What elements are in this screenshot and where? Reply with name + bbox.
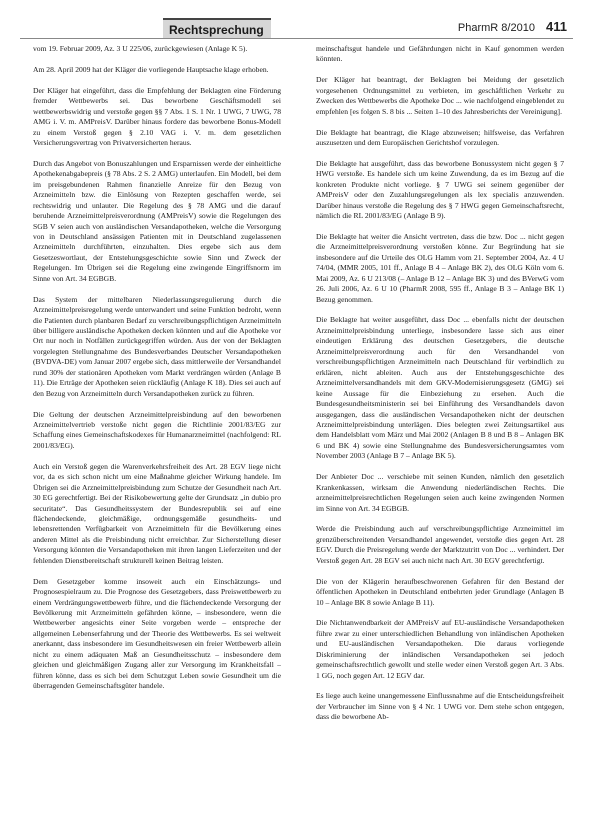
paragraph: Die Beklagte hat weiter ausgeführt, dass Doc ... ebenfalls nicht der deutschen Arzneimittelpreisbindung unterliege, insbesondere lasse sich aus einer eindeutigen Erklärung des deutschen Gesetzgebers, die deutsche Arzneimittelpreisverordnung auch für den Versandhandel von verschreibungspflichtigen Arzneimitteln nach Deutschland für verbindlich zu erklären, nicht ableiten. Auch aus der Entstehungsgeschichte des Arzneimittelversandhandels mit dem GKV-Modernisierungsgesetz (GMG) sei keine Aussage für die Einbeziehung zu ersehen. Auch die Bundesgesundheitsministerin sei bei Einführung des Versandhandels davon ausgegangen, dass die ausländischen Versandapotheken nicht der deutschen Arzneimittelpreisbindung unterlägen. Dies belegten zwei Zeitungsartikel aus dem Handelsblatt vom März und Mai 2002 (Anlagen B 8 und B 8 – Anlagen BK 6 und BK 4) sowie eine Stellungnahme des Bundesversicherungsamtes vom November 2003 (Anlage B 7 – Anlage BK 5). — [316, 315, 564, 461]
section-label: Rechtsprechung — [163, 18, 271, 38]
left-column — [33, 44, 281, 817]
paragraph: Die Beklagte hat weiter die Ansicht vertreten, dass die bzw. Doc ... nicht gegen die Arzneimittelpreisverordnung verstoßen könne. Zur Begründung hat sie insbesondere auf die Urteile des OLG Hamm vom 21. September 2004, Az. 4 U 74/04, (MMR 2005, 101 ff., Anlage B 4 – Anlage BK 2), des OLG Köln vom 6. Mai 2009, Az. 6 U 213/08 (– Anlage B 12 – Anlage BK 3) und des BVerwG vom 26. Juli 2006, Az. 6 U 10 (PharmR 2008, 595 ff., Anlage B 3 – Anlage BK 1) Bezug genommen. — [316, 231, 564, 304]
paragraph: Die Beklagte hat beantragt, die Klage abzuweisen; hilfsweise, das Verfahren auszusetzen und dem Europäischen Gerichtshof vorzulegen. — [316, 127, 564, 147]
paragraph: Auch ein Verstoß gegen die Warenverkehrsfreiheit des Art. 28 EGV liege nicht vor, da es sich schon nicht um eine Maßnahme gleicher Wirkung handele. Im Übrigen sei die Arzneimittelpreisbindung zum Schutze der Gesundheit nach Art. 30 EG gerechtfertigt. Bei der Risikobewertung gelte der Grundsatz „in dubio pro securitate“. Das Gesundheitssystem der Bundesrepublik sei auf eine flächendeckende, gleichmäßige, ordnungsgemäße gesundheits- und lebensrettenden Verfügbarkeit von Arzneimitteln für die Bevölkerung eines anderen Mittel als die Preisbindung nicht erreichbar. Zur Sicherstellung dieser Versorgung könnten die Versandapotheken mit ihren langen Lieferzeiten und der fehlenden Dienstbereitschaft strukturell keinen Beitrag leisten. — [33, 461, 281, 565]
paragraph: Der Kläger hat beantragt, der Beklagten bei Meidung der gesetzlich vorgesehenen Ordnungsmittel zu verbieten, im geschäftlichen Verkehr zu Zwecken des Wettbewerbs die Apotheke Doc ... wie nachfolgend eingeblendet zu empfehlen [es folgen S. 8 bis ... Seiten 1–10 des Jahresberichts der Vereinigung]. — [316, 75, 564, 116]
paragraph: Der Kläger hat eingeführt, dass die Empfehlung der Beklagten eine Förderung fremder Wettbewerbs sei. Das beworbene Geschäftsmodell sei wettbewerbswidrig und verstoße gegen §§ 7 Abs. 1 S. 1 Nr. 1 UWG, 7 UWG, 78 AMG i. V. m. AMPreisV. Darüber hinaus fordere das beworbene Bonus-Modell zu einem Verstoß gegen § 2.10 VAG i. V. m. dem gesetzlichen Versicherungsvertrag von Privatversicherten heraus. — [33, 85, 281, 147]
paragraph: meinschaftsgut handele und Gefährdungen nicht in Kauf genommen werden könnten. — [316, 44, 564, 64]
journal-reference — [458, 19, 567, 34]
paragraph: Durch das Angebot von Bonuszahlungen und Ersparnissen werde der einheitliche Apothekenabgabepreis (§ 78 Abs. 2 S. 2 AMG) unterlaufen. Ein Modell, bei dem im preisgebundenen Rahmen finanzielle Anreize für den Bezug von Arzneimitteln bzw. die Einlösung von Rezepten geschaffen werde, sei rechtswidrig und unlauter. Die Regelung des § 78 AMG und die darauf beruhende Arzneimittelpreisverordnung (AMPreisV) sowie die Regelungen des SGB V seien auch von ausländischen Versandapotheken, welche die Versorgung von in Deutschland ansässigen Patienten mit in Deutschland zugelassenen Arzneimitteln durchführten, einzuhalten. Dies ergebe sich aus dem Gesetzeswortlaut, der Entstehungsgeschichte sowie Sinn und Zweck der Regelungen. Im Übrigen sei die Regelung eine zwingende Eingriffsnorm im Sinne von Art. 34 EGBGB. — [33, 158, 281, 283]
paragraph: Am 28. April 2009 hat der Kläger die vorliegende Hauptsache klage erhoben. — [33, 64, 269, 74]
paragraph: Die von der Klägerin heraufbeschworenen Gefahren für den Bestand der öffentlichen Apotheken in Deutschland entbehrten jeder Grundlage (Anlagen B 10 – Anlage BK 8 sowie Anlage B 11). — [316, 576, 564, 607]
journal-name: PharmR 8/2010 — [457, 22, 535, 34]
paragraph: Das System der mittelbaren Niederlassungsregulierung durch die Arzneimittelpreisregelung werde unterwandert und seine Funktion bedroht, wenn die Patienten durch planbaren Bedarf zu verschreibungspflichtigen Arzneimitteln über billigere ausländische Apotheken decken könnten und auf die Apotheke vor Ort nur noch in Notfällen zurückgegriffen würden. Aus der von der Beklagten vorgelegten Stellungnahme des Bundesverbandes Deutscher Versandapotheken (BVDVA-DE) vom Januar 2007 ergebe sich, dass mittlerweile der Versandhandel rund 30% der stationären Apotheken vom Markt verdrängen würden (Anlage B 11). Die Erträge der Apotheken seien rückläufig (Anlage K 18). Dies sei auch auf den Bezug von Arzneimitteln durch Versandapotheken zurück zu führen. — [33, 294, 281, 398]
page-number: 411 — [546, 19, 567, 34]
paragraph: Die Geltung der deutschen Arzneimittelpreisbindung auf den beworbenen Arzneimittelvertrieb verstoße nicht gegen die Richtlinie 2001/83/EG zur Schaffung eines Gemeinschaftskodexes für Humanarzneimittel (nachfolgend: RL 2001/83/EG). — [33, 409, 281, 450]
paragraph: Es liege auch keine unangemessene Einflussnahme auf die Entscheidungsfreiheit der Verbraucher im Sinne von § 4 Nr. 1 UWG vor. Dem stehe schon entgegen, dass die beworbene Ab- — [316, 691, 564, 722]
header-rule — [20, 38, 573, 39]
page-header — [0, 0, 593, 40]
paragraph: vom 19. Februar 2009, Az. 3 U 225/06, zurückgewiesen (Anlage K 5). — [33, 44, 248, 53]
paragraph: Der Anbieter Doc ... verschiebe mit seinen Kunden, nämlich den gesetzlich Krankenkassen, wirksam die Anwendung niederländischen Rechts. Die arzneimittelpreisrechtlichen Regelungen seien auch keine zwingenden Normen im Sinne von Art. 34 EGBGB. — [316, 472, 564, 513]
paragraph: Die Beklagte hat ausgeführt, dass das beworbene Bonussystem nicht gegen § 7 HWG verstoße. Es handele sich um keine Zuwendung, da es im Bezug auf die konkreten Produkte nicht vorliege. § 7 UWG sei seinem gegenüber der AMPreisV oder den Zuzahlungsregelungen als lex specialis anzuwenden. Darüber hinaus verstoße die Regelung des § 7 HWG gegen Gemeinschaftsrecht, nämlich die RL 2001/83/EG (Anlage B 9). — [316, 158, 564, 221]
paragraph: Dem Gesetzgeber komme insoweit auch ein Einschätzungs- und Prognosespielraum zu. Die Prognose des Gesetzgebers, dass Preiswettbewerb zu einem Verdrängungswettbewerb führe, und die flächendeckende Versorgung der Bevölkerung mit Arzneimitteln gefährden könne, – insbesondere, wenn die Wettbewerber angesichts einer Seite vorgeben werde – entspreche der allgemeinen Lebenserfahrung und der Theorie des Wettbewerbs. Es sei weltweit anerkannt, dass insbesondere im Gesundheitswesen ein freier Wettbewerb allein nicht zu einem adäquaten Maß an Gesundheitsschutz – insbesondere dem gleichen und gleichmäßigen Zugang aller zur Versorgung im Krankheitsfall – führen könne, dass es sich bei dem Schutzgut Leben sowie Gesundheit um die überragenden Gemeinschaftsgüter handele. — [33, 576, 281, 691]
paragraph: Werde die Preisbindung auch auf verschreibungspflichtige Arzneimittel im grenzüberschreitenden Versandhandel angewendet, verstoße dies gegen Art. 28 EGV. Durch die Preisregelung werde der Marktzutritt von Doc ... verhindert. Der Verstoß gegen Art. 28 EGV sei auch nicht nach Art. 30 EGV gerechtfertigt. — [316, 524, 564, 565]
paragraph: Die Nichtanwendbarkeit der AMPreisV auf EU-ausländische Versandapotheken führe zwar zu einer unterschiedlichen Behandlung von inländischen Apotheken und EU-ausländischen Versandapotheken. Die daraus vorliegende Diskriminierung der inländischen Versandapotheken sei jedoch gemeinschaftsrechtlich gewollt und stelle weder einen Verstoß gegen Art. 3 Abs. 1 GG, noch gegen Art. 12 EGV dar. — [316, 618, 564, 680]
right-column — [316, 44, 564, 817]
